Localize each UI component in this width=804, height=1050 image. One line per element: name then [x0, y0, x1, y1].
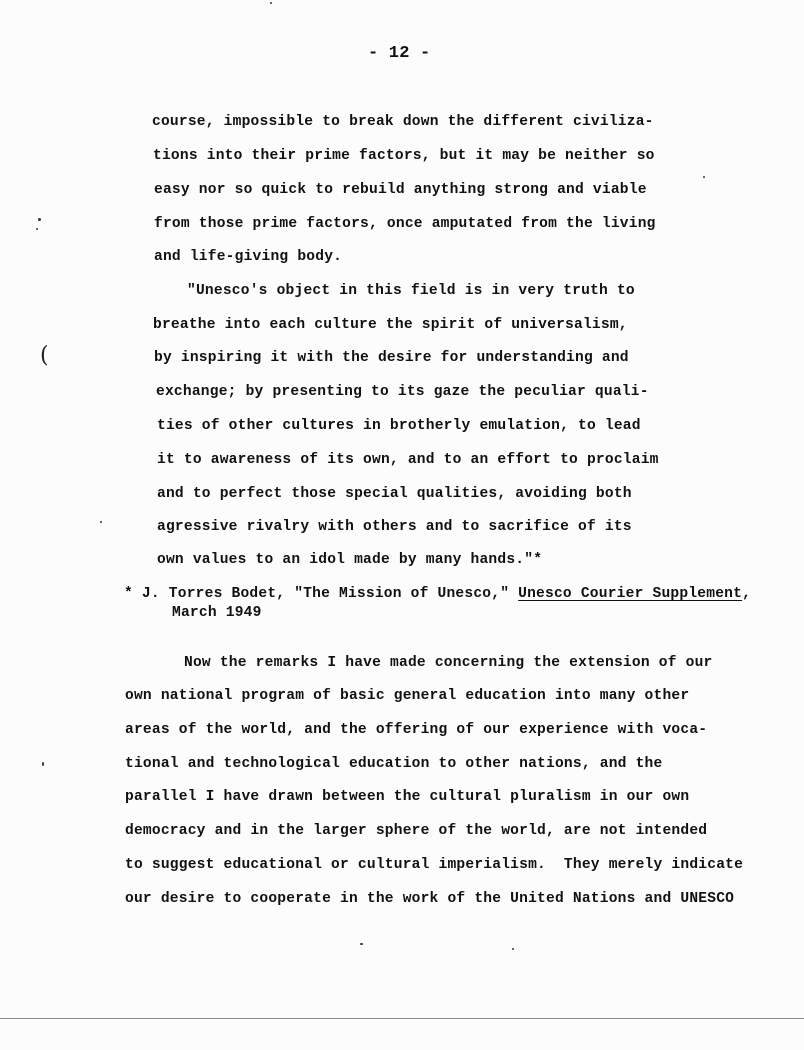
paragraph-2-line: own national program of basic general education into many other	[125, 688, 690, 704]
quote-line: own values to an idol made by many hands."*	[157, 552, 543, 568]
quote-line: it to awareness of its own, and to an effort to proclaim	[157, 452, 659, 468]
margin-mark: (	[40, 343, 49, 368]
paragraph-2-line: tional and technological education to other nations, and the	[125, 756, 663, 772]
scan-speck	[270, 2, 272, 4]
paragraph-1-line: from those prime factors, once amputated from the living	[154, 216, 656, 232]
paragraph-2-line: our desire to cooperate in the work of the United Nations and UNESCO	[125, 891, 735, 907]
quote-line: and to perfect those special qualities, avoiding both	[157, 486, 632, 502]
scan-edge-line	[0, 1018, 804, 1019]
quote-line: "Unesco's object in this field is in very truth to	[187, 283, 635, 299]
footnote-suffix: ,	[742, 586, 752, 602]
quote-line: exchange; by presenting to its gaze the peculiar quali-	[156, 384, 649, 400]
paragraph-1-line: tions into their prime factors, but it may be neither so	[153, 148, 655, 164]
footnote-prefix: * J. Torres Bodet, "The Mission of Unesco,"	[124, 586, 519, 602]
quote-line: breathe into each culture the spirit of universalism,	[153, 317, 628, 333]
scan-speck	[38, 218, 41, 221]
page-number: - 12 -	[368, 44, 431, 63]
footnote-source: Unesco Courier Supplement	[518, 586, 743, 602]
scan-speck	[703, 176, 705, 178]
scan-speck	[512, 948, 514, 950]
scan-speck	[360, 943, 363, 945]
scan-speck	[100, 521, 102, 523]
footnote-date: March 1949	[172, 605, 262, 621]
quote-line: ties of other cultures in brotherly emulation, to lead	[157, 418, 641, 434]
quote-line: agressive rivalry with others and to sacrifice of its	[157, 519, 632, 535]
quote-line: by inspiring it with the desire for understanding and	[154, 350, 629, 366]
paragraph-2-line: Now the remarks I have made concerning the extension of our	[184, 655, 713, 671]
paragraph-2-line: parallel I have drawn between the cultural pluralism in our own	[125, 789, 690, 805]
paragraph-1-line: easy nor so quick to rebuild anything strong and viable	[154, 182, 647, 198]
footnote-citation	[124, 585, 751, 603]
scan-speck	[36, 228, 38, 230]
paragraph-2-line: to suggest educational or cultural imperialism. They merely indicate	[125, 857, 744, 873]
scan-speck	[42, 762, 44, 766]
paragraph-2-line: areas of the world, and the offering of our experience with voca-	[125, 722, 708, 738]
paragraph-1-line: and life-giving body.	[154, 249, 343, 265]
paragraph-2-line: democracy and in the larger sphere of the world, are not intended	[125, 823, 708, 839]
paragraph-1-line: course, impossible to break down the different civiliza-	[152, 114, 654, 130]
